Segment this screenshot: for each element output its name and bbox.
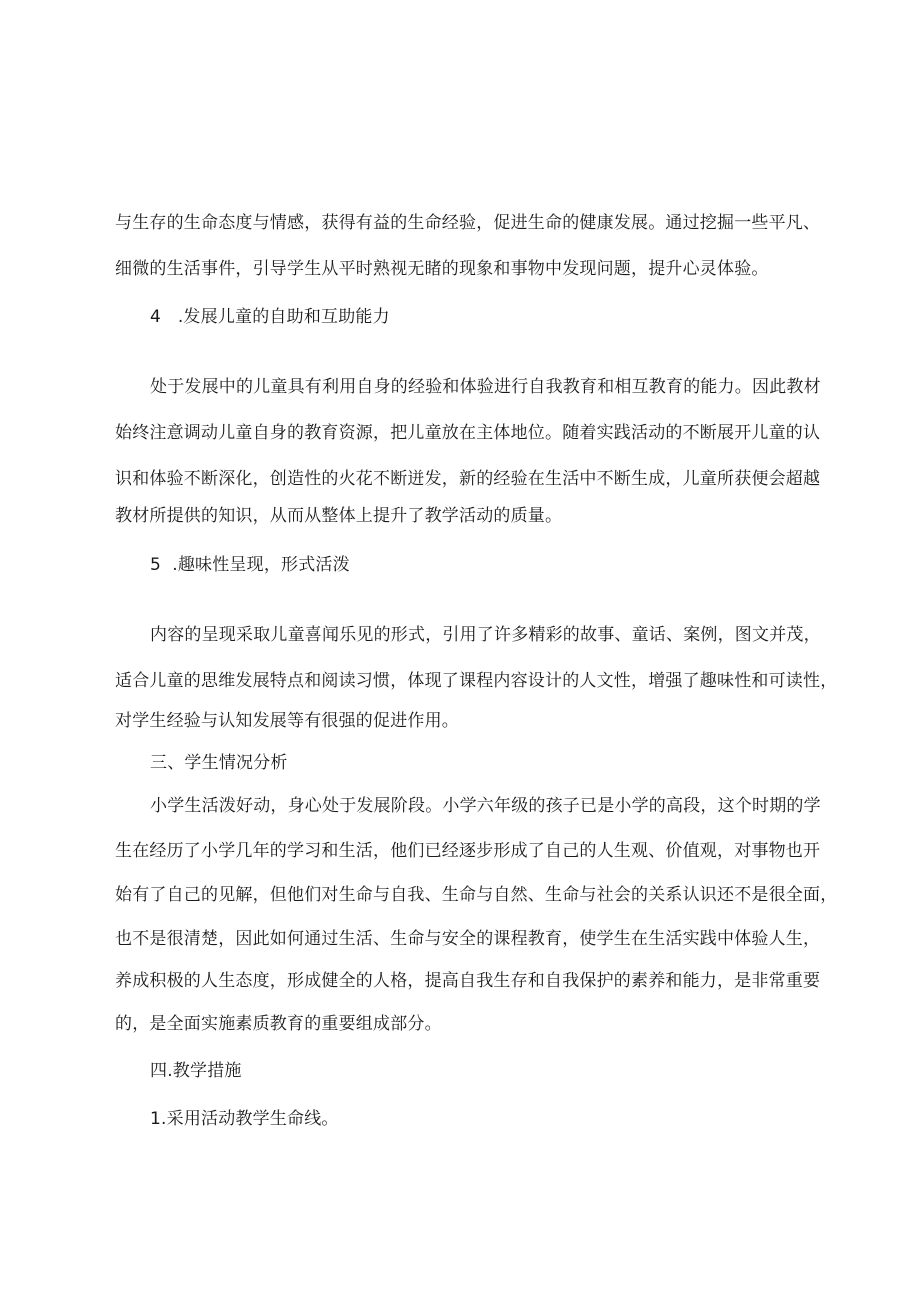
paragraph-line: 与生存的生命态度与情感，获得有益的生命经验，促进生命的健康发展。通过挖掘一些平凡、 — [115, 213, 821, 233]
paragraph-line: 的，是全面实施素质教育的重要组成部分。 — [115, 1014, 442, 1034]
paragraph-line: 小学生活泼好动，身心处于发展阶段。小学六年级的孩子已是小学的高段，这个时期的学 — [150, 796, 821, 816]
paragraph-line: 内容的呈现采取儿童喜闻乐见的形式，引用了许多精彩的故事、童话、案例，图文并茂， — [150, 625, 821, 645]
paragraph-line: 适合儿童的思维发展特点和阅读习惯，体现了课程内容设计的人文性，增强了趣味性和可读性， — [115, 671, 838, 691]
heading-item-5: 5 .趣味性呈现，形式活泼 — [150, 555, 350, 575]
paragraph-line: 对学生经验与认知发展等有很强的促进作用。 — [115, 711, 459, 731]
heading-item-4: 4 .发展儿童的自助和互助能力 — [150, 307, 390, 327]
section-heading-3: 三、学生情况分析 — [150, 753, 288, 773]
paragraph-line: 始终注意调动儿童自身的教育资源，把儿童放在主体地位。随着实践活动的不断展开儿童的认 — [115, 423, 821, 443]
paragraph-line: 生在经历了小学几年的学习和生活，他们已经逐步形成了自己的人生观、价值观，对事物也开 — [115, 841, 821, 861]
paragraph-line: 养成积极的人生态度，形成健全的人格，提高自我生存和自我保护的素养和能力，是非常重要 — [115, 971, 821, 991]
paragraph-line: 也不是很清楚，因此如何通过生活、生命与安全的课程教育，使学生在生活实践中体验人生， — [115, 929, 821, 949]
paragraph-line: 处于发展中的儿童具有利用自身的经验和体验进行自我教育和相互教育的能力。因此教材 — [150, 377, 821, 397]
section-heading-4: 四.教学措施 — [150, 1061, 242, 1081]
paragraph-line: 始有了自己的见解，但他们对生命与自我、生命与自然、生命与社会的关系认识还不是很全面， — [115, 885, 838, 905]
paragraph-line: 细微的生活事件，引导学生从平时熟视无睹的现象和事物中发现问题，提升心灵体验。 — [115, 259, 769, 279]
list-item-1: 1.采用活动教学生命线。 — [150, 1109, 339, 1129]
paragraph-line: 教材所提供的知识，从而从整体上提升了教学活动的质量。 — [115, 506, 563, 526]
paragraph-line: 识和体验不断深化，创造性的火花不断迸发，新的经验在生活中不断生成，儿童所获便会超越 — [115, 469, 821, 489]
